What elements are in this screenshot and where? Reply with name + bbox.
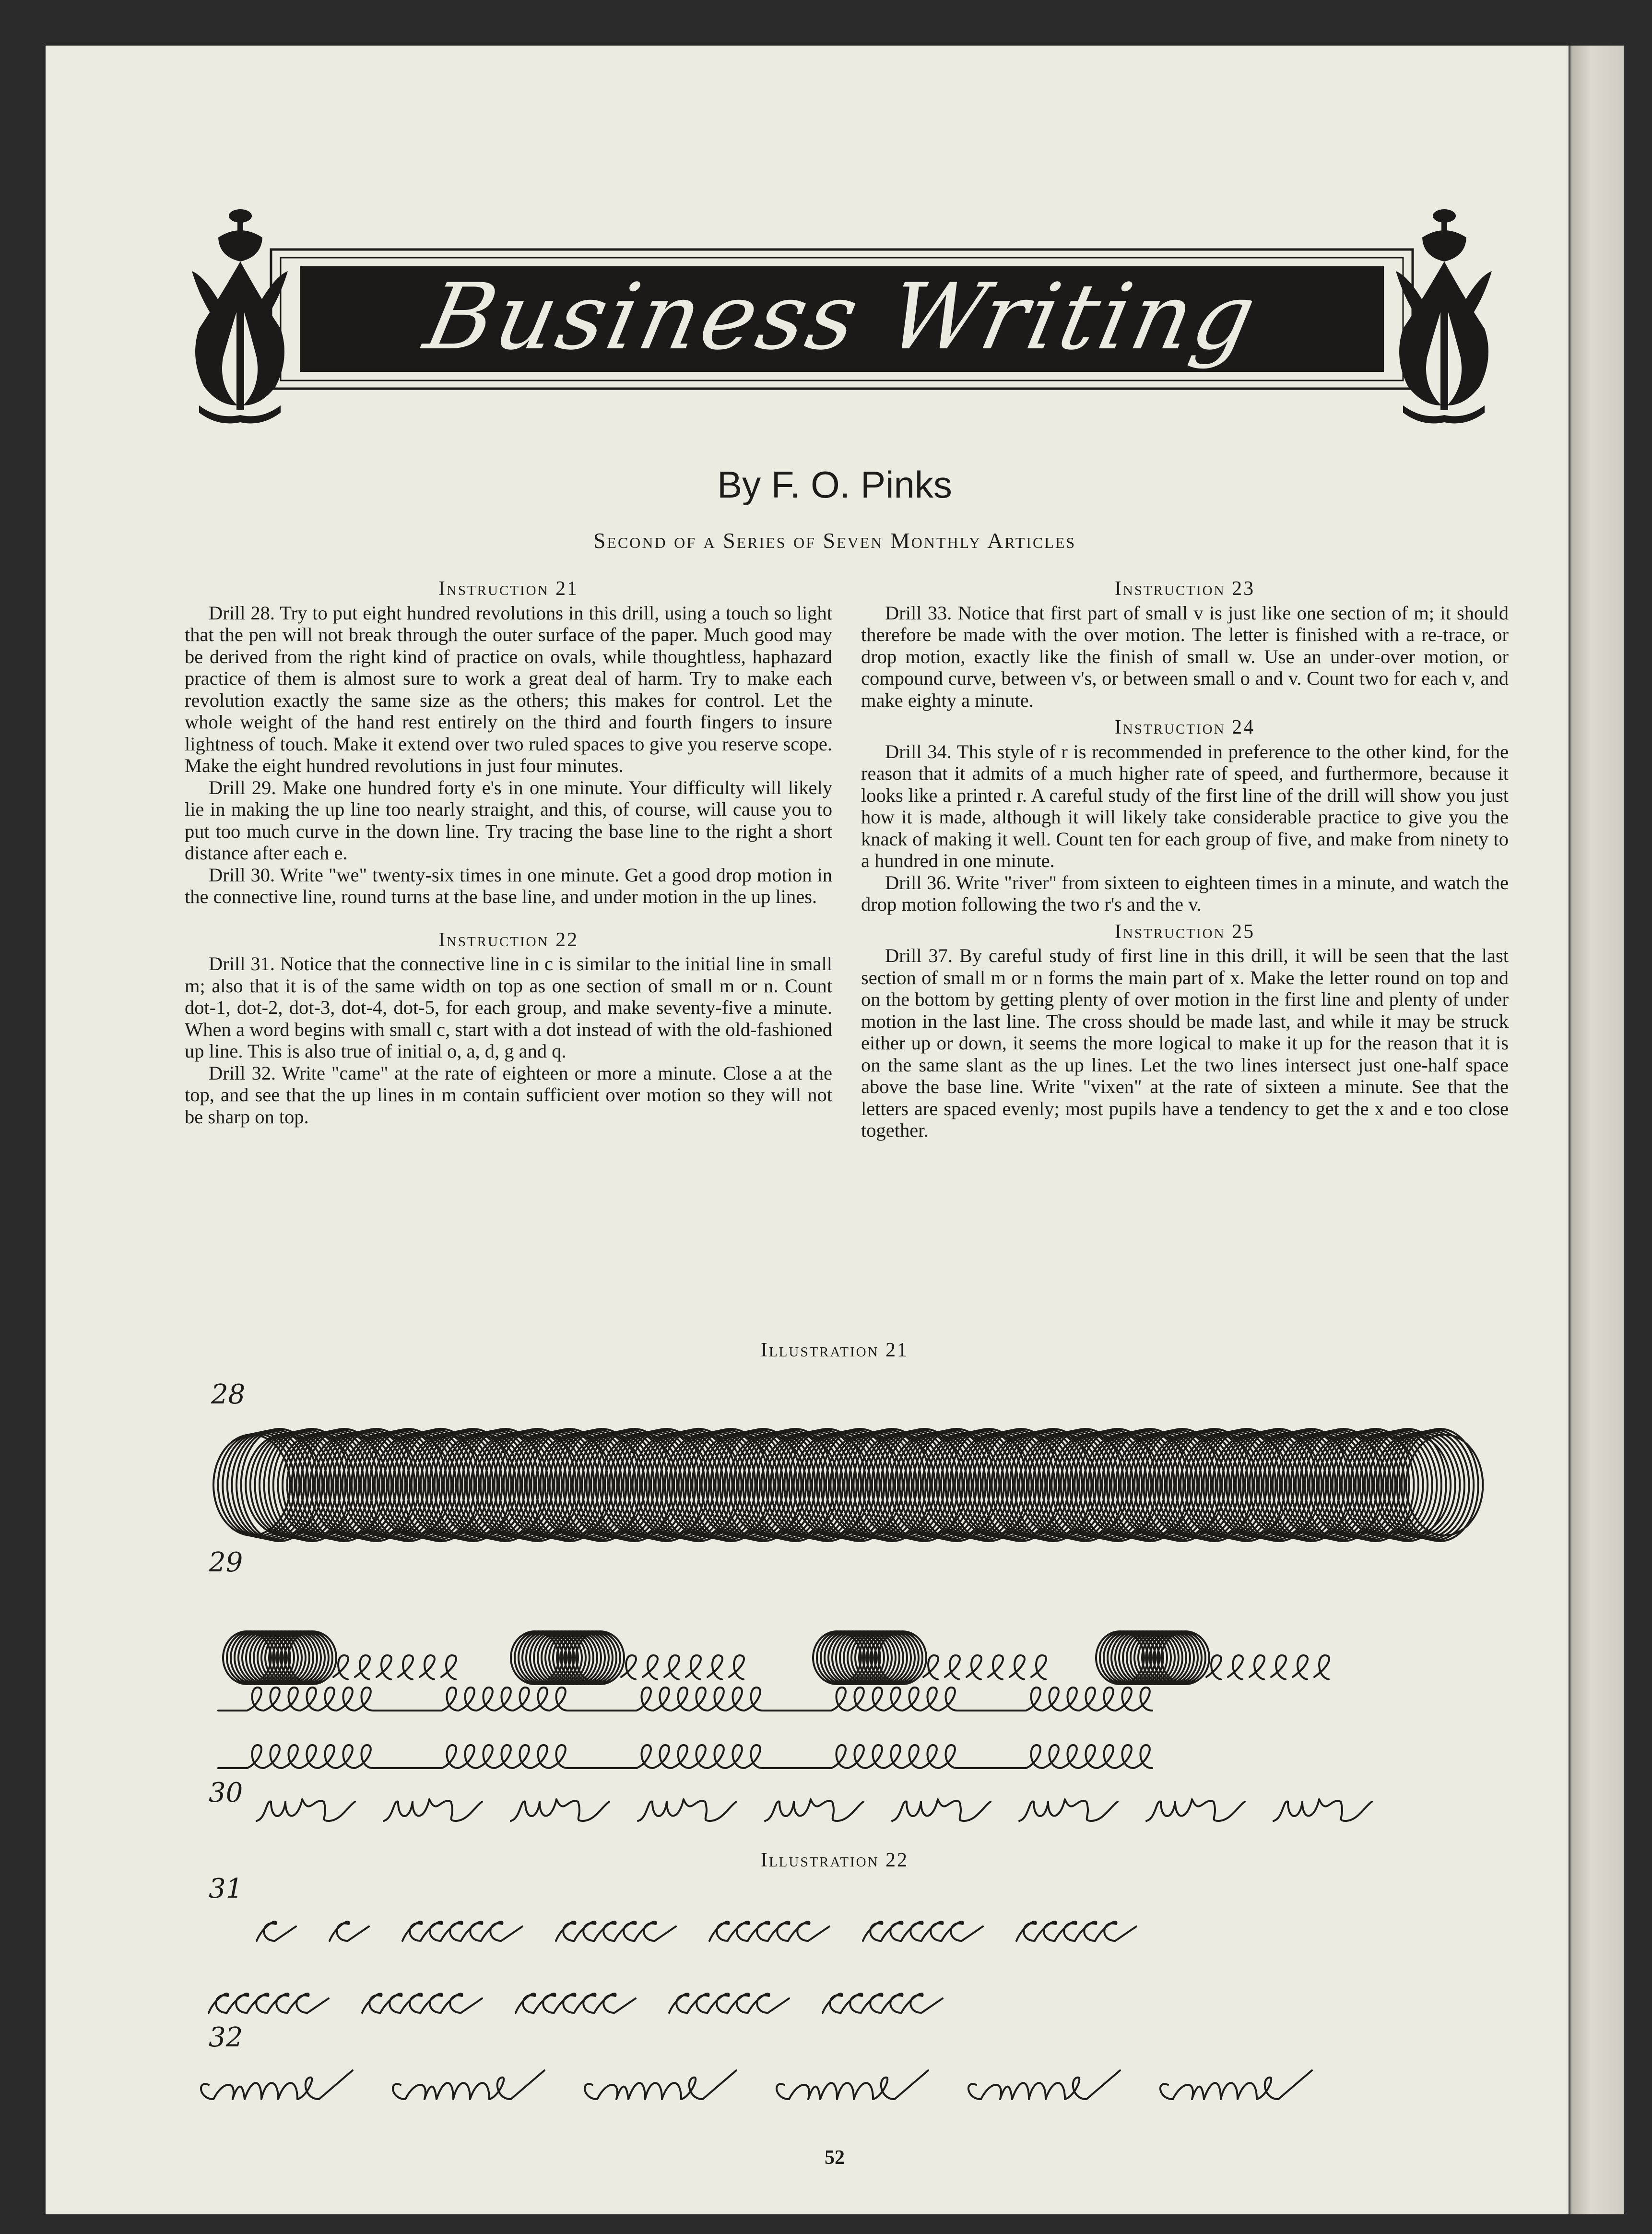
left-column <box>185 578 832 1128</box>
drill-31-paragraph: Drill 31. Notice that the connective line in c is similar to the initial line in small m; also that it is of the same width on top as one section of small m or n. Count dot-1, dot-2, dot-3, dot-4, dot-5, for each group, and make seventy-five a minute. When a word begins with small c, start with a dot instead of with the old-fashioned up line. This is also true of initial o, a, d, g and q. <box>185 953 832 1062</box>
c-rows-drill-31 <box>209 1922 1136 2013</box>
drill-37-paragraph: Drill 37. By careful study of first line in this drill, it will be seen that the last section of small m or n forms the main part of x. Make the letter round on top and on the bottom by getting plenty of over motion in the first line and plenty of under motion in the last line. The cross should be made last, and while it may be struck either up or down, it seems the more logical to make it up for the reason that it is on the same slant as the up lines. Let the two lines intersect just one-half space above the base line. Write "vixen" at the rate of sixteen a minute. See that the letters are spaced evenly; most pupils have a tendency to get the x and e too close together. <box>861 945 1509 1141</box>
magazine-page <box>46 46 1624 2214</box>
oval-band-drill-28 <box>213 1429 1483 1541</box>
drill-32-number: 32 <box>209 2022 243 2053</box>
drill-31-number: 31 <box>209 1873 243 1904</box>
drill-36-paragraph: Drill 36. Write "river" from sixteen to eighteen times in a minute, and watch the drop motion following the two r's and the v. <box>861 871 1509 915</box>
oval-e-group-1 <box>223 1631 456 1684</box>
c-row-1 <box>257 1922 1136 1941</box>
e-rows-drill-29 <box>218 1631 1329 1768</box>
drill-32-paragraph: Drill 32. Write "came" at the rate of eighteen or more a minute. Close a at the top, and see that the up lines in m contain sufficient over motion so they will not be sharp on top. <box>185 1062 832 1128</box>
drill-28-number: 28 <box>211 1379 246 1410</box>
instruction-21-heading: Instruction 21 <box>438 578 579 600</box>
instruction-22-heading: Instruction 22 <box>438 928 579 951</box>
page-number: 52 <box>825 2147 845 2169</box>
e-row-1 <box>218 1687 1152 1711</box>
e-row-2 <box>218 1745 1152 1768</box>
instruction-25-heading: Instruction 25 <box>1114 920 1255 943</box>
article-byline: By F. O. Pinks <box>717 463 952 506</box>
instruction-24-heading: Instruction 24 <box>1114 716 1255 738</box>
page-spine-shadow <box>1569 46 1624 2214</box>
right-column <box>861 578 1509 1141</box>
drill-29-number: 29 <box>209 1547 243 1578</box>
oval-e-group-3 <box>813 1631 1046 1684</box>
illustration-21 <box>189 1360 1494 1840</box>
illustration-22 <box>189 1869 1494 2138</box>
drill-29-paragraph: Drill 29. Make one hundred forty e's in one minute. Your difficulty will likely lie in making the up line too nearly straight, and this, of course, will cause you to put too much curve in the down line. Try tracing the base line to the right a short distance after each e. <box>185 776 832 864</box>
drill-30-paragraph: Drill 30. Write "we" twenty-six times in one minute. Get a good drop motion in the connective line, round turns at the base line, and under motion in the up lines. <box>185 864 832 907</box>
drill-34-paragraph: Drill 34. This style of r is recommended in preference to the other kind, for the reason that it admits of a much higher rate of speed, and furthermore, because it looks like a printed r. A careful study of the first line of the drill will show you just how it is made, although it will likely take considerable practice to give you the knack of making it well. Count ten for each group of five, and make from ninety to a hundred in one minute. <box>861 740 1509 871</box>
we-word-row <box>257 1799 1372 1821</box>
instruction-23-heading: Instruction 23 <box>1114 578 1255 600</box>
title-banner <box>189 204 1494 429</box>
drill-28-paragraph: Drill 28. Try to put eight hundred revolutions in this drill, using a touch so light that the pen will not break through the outer surface of the paper. Much good may be derived from the right kind of practice on ovals, while thoughtless, haphazard practice of them is almost sure to work a great deal of harm. Try to make each revolution exactly the same size as the others; this makes for control. Let the whole weight of the hand rest entirely on the third and fourth fingers to insure lightness of touch. Make it extend over two ruled spaces to give you reserve scope. Make the eight hundred revolutions in just four minutes. <box>185 602 832 776</box>
oval-e-group-4 <box>1096 1631 1329 1684</box>
came-row-drill-32 <box>201 2070 1312 2099</box>
oval-band-strokes <box>213 1429 1483 1541</box>
oval-e-group-2 <box>511 1631 744 1684</box>
article-subtitle: Second of a Series of Seven Monthly Articles <box>593 528 1076 553</box>
drill-33-paragraph: Drill 33. Notice that first part of small v is just like one section of m; it should therefore be made with the over motion. The letter is finished with a re-trace, or drop motion, exactly like the finish of small w. Use an under-over motion, or compound curve, between v's, or between small o and v. Count two for each v, and make eighty a minute. <box>861 602 1509 711</box>
banner-title: Business Writing <box>416 263 1267 370</box>
illustration-21-drawing <box>189 1360 1494 1840</box>
illustration-21-heading: Illustration 21 <box>760 1339 909 1361</box>
came-word-row <box>201 2070 1312 2099</box>
drill-30-number: 30 <box>209 1777 243 1808</box>
c-row-2 <box>209 1994 943 2013</box>
we-row-drill-30 <box>257 1799 1372 1821</box>
illustration-22-heading: Illustration 22 <box>760 1849 909 1871</box>
illustration-22-drawing <box>189 1869 1494 2138</box>
